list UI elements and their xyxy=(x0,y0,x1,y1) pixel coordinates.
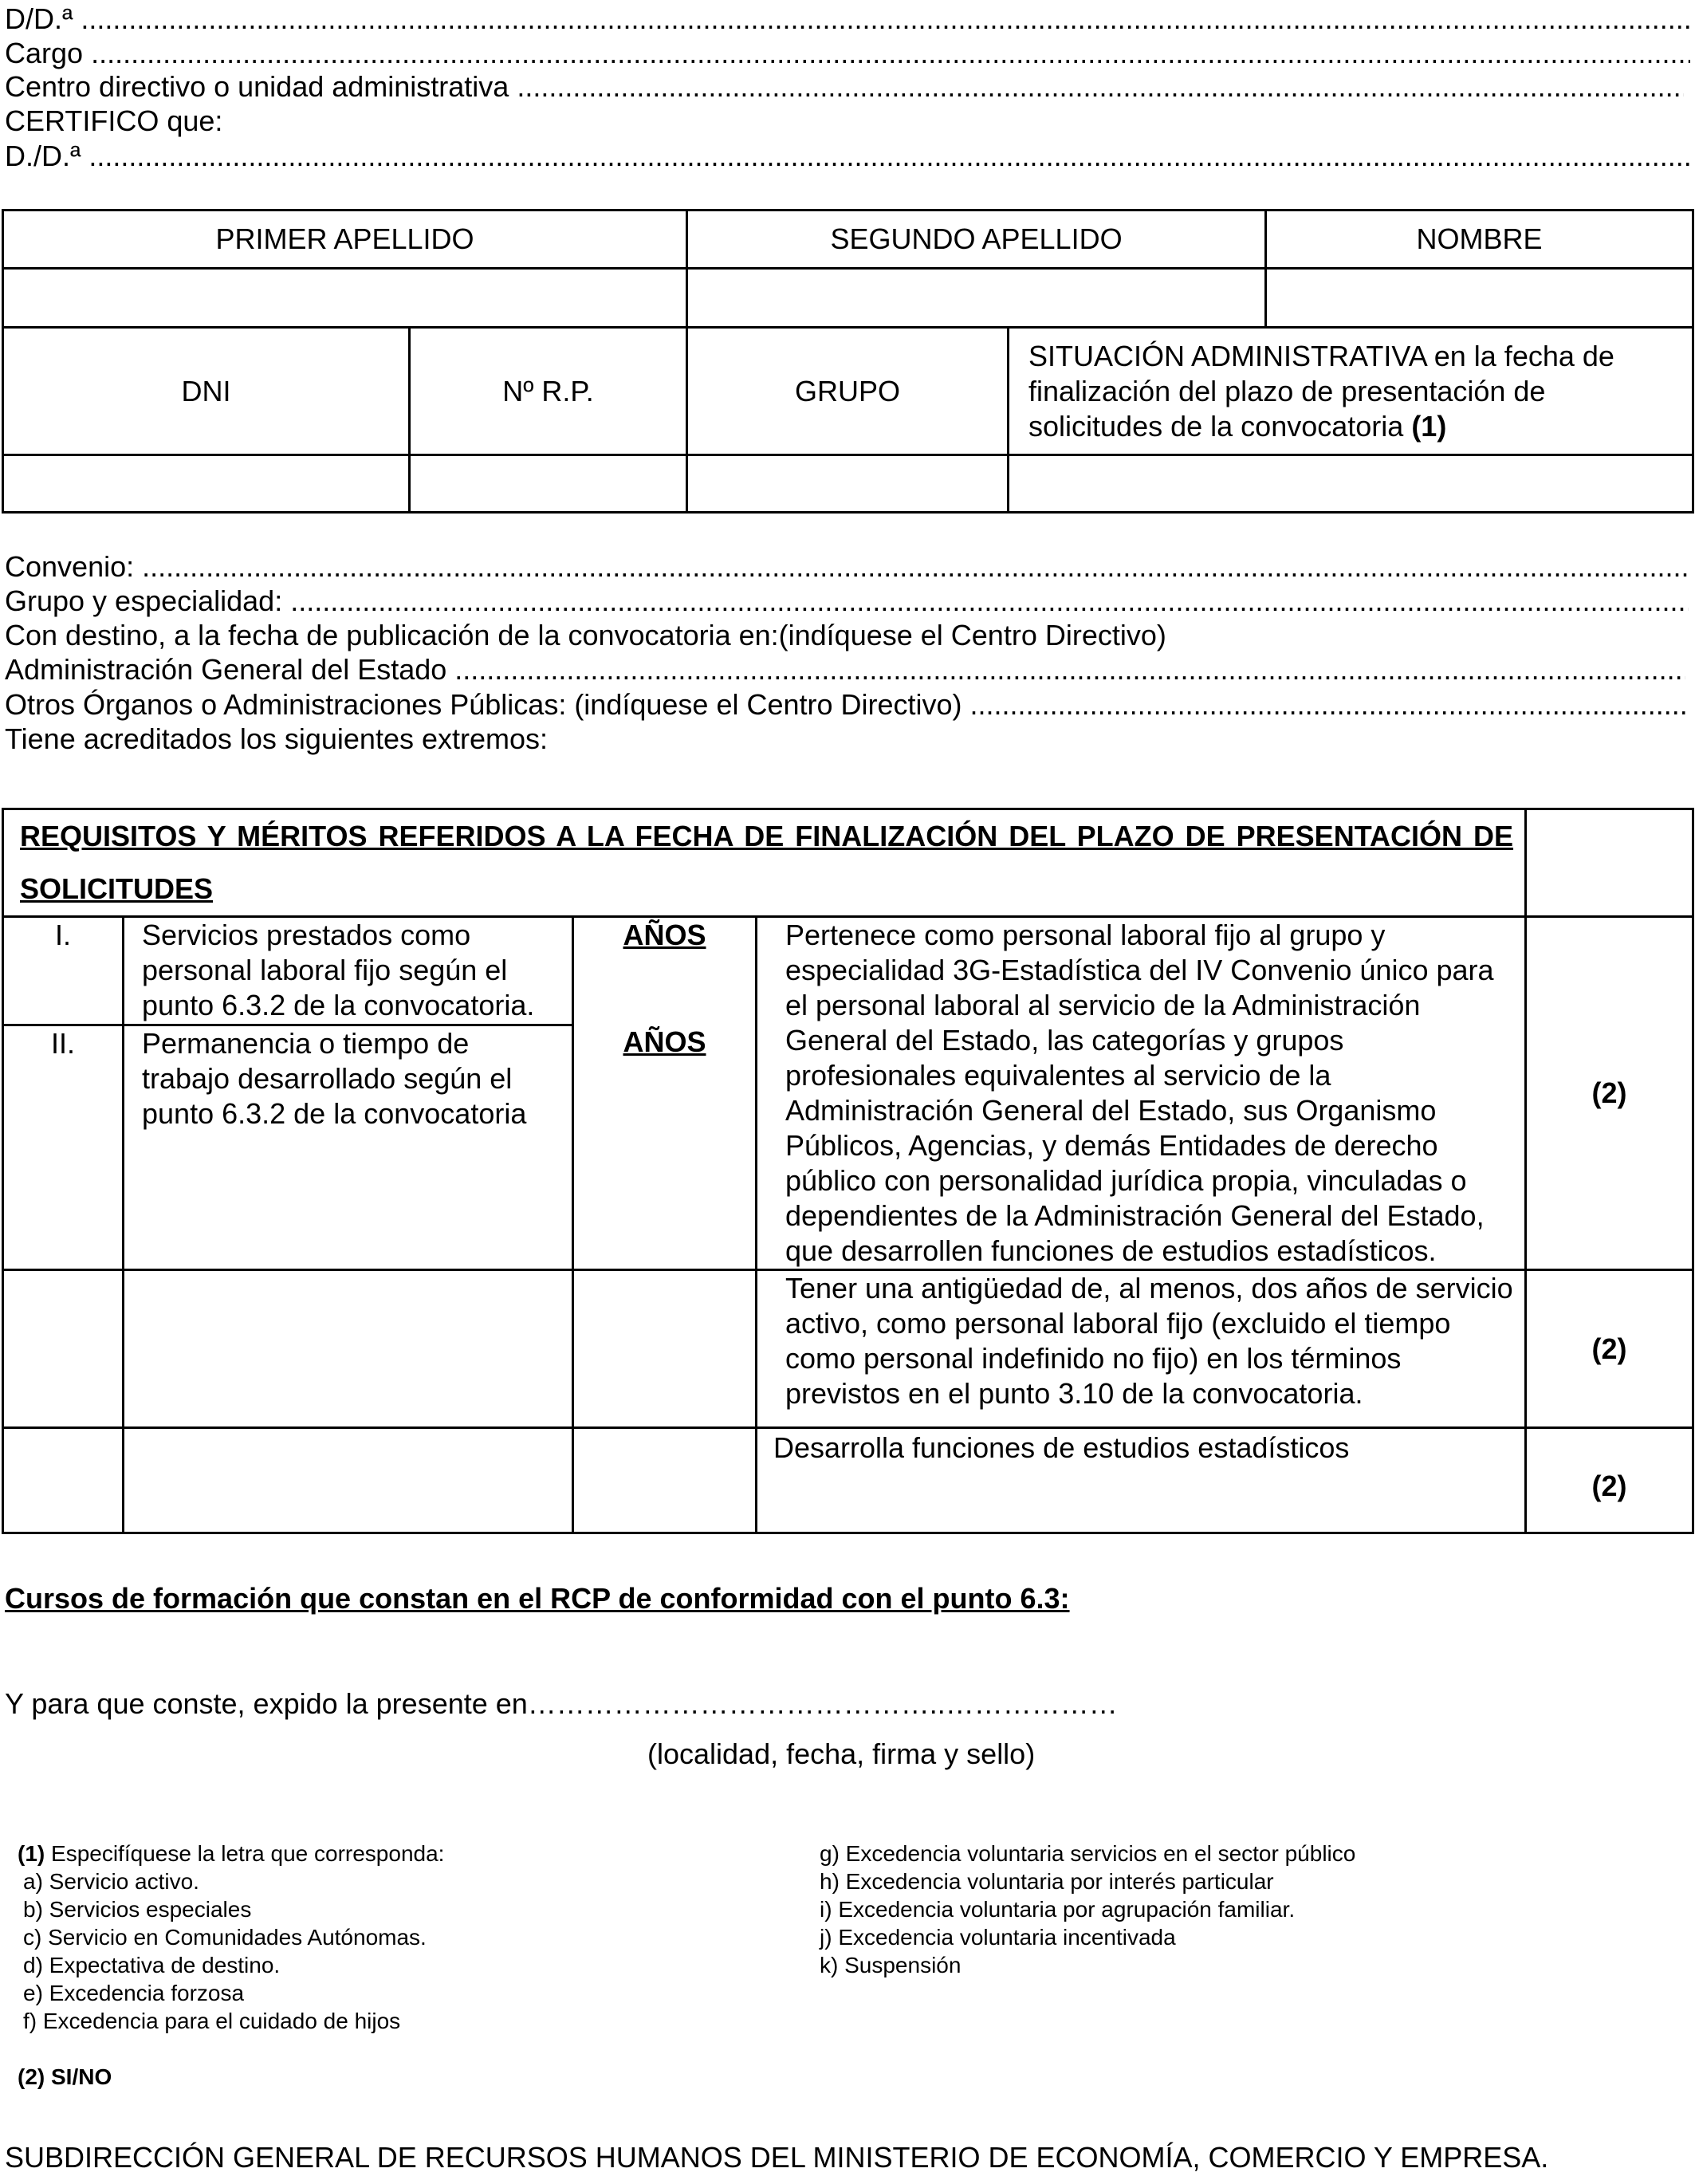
row-4-empty-1 xyxy=(3,1428,124,1533)
primer-apellido-header: PRIMER APELLIDO xyxy=(3,211,687,269)
age-line: Administración General del Estado ..... xyxy=(5,652,1685,687)
footnote-item: d) Expectativa de destino. xyxy=(23,1953,281,1977)
footer-organization: SUBDIRECCIÓN GENERAL DE RECURSOS HUMANOS DEL MINISTERIO DE ECONOMÍA, COMERCIO Y EMPRESA. xyxy=(5,2141,1549,2174)
footnote-item: k) Suspensión xyxy=(820,1953,962,1977)
footnote-item: b) Servicios especiales xyxy=(23,1897,252,1922)
cursos-heading: Cursos de formación que constan en el RCP de conformidad con el punto 6.3: xyxy=(5,1582,1070,1615)
footnote-item: f) Excedencia para el cuidado de hijos xyxy=(23,2009,401,2033)
nombre-header: NOMBRE xyxy=(1266,211,1693,269)
requisito-grupo: Pertenece como personal laboral fijo al grupo y especialidad 3G-Estadística del IV Convenio único para el personal laboral al servicio de la Administración General del Estado, las categorías y grupos profesionales equivalentes al servicio de la Administración General del Estado, sus Organismo Públicos, Agencias, y demás Entidades de derecho público con personalidad jurídica propia, vinculadas o dependientes de la Administración General del Estado, que desarrollen funciones de estudios estadísticos. xyxy=(757,917,1526,1270)
footnote-1-left-list xyxy=(23,1867,427,2035)
footnote-1-ref: (1) xyxy=(18,1841,45,1866)
certifico-label: CERTIFICO que: xyxy=(5,104,223,137)
nrp-field[interactable] xyxy=(410,455,687,513)
con-destino-label: Con destino, a la fecha de publicación de la convocatoria en:(indíquese el Centro Directivo) xyxy=(5,619,1166,651)
row-4-empty-2 xyxy=(124,1428,573,1533)
footnote-2: (2) SI/NO xyxy=(18,2064,112,2089)
row-2-unit: AÑOS xyxy=(573,1025,757,1269)
footnote-item: a) Servicio activo. xyxy=(23,1869,199,1894)
segundo-apellido-header: SEGUNDO APELLIDO xyxy=(687,211,1266,269)
row-1-description: Servicios prestados como personal laboral fijo según el punto 6.3.2 de la convocatoria. xyxy=(124,917,573,1025)
footnote-item: h) Excedencia voluntaria por interés particular xyxy=(820,1869,1274,1894)
row-1-number: I. xyxy=(3,917,124,1025)
header-mark-cell xyxy=(1526,809,1693,917)
situacion-header: SITUACIÓN ADMINISTRATIVA en la fecha de finalización del plazo de presentación de solicitudes de la convocatoria (1) xyxy=(1009,328,1693,455)
grupo-field[interactable] xyxy=(687,455,1009,513)
footnote-item: c) Servicio en Comunidades Autónomas. xyxy=(23,1925,427,1950)
footnote-1-right-list xyxy=(820,1840,1355,1979)
nombre-field[interactable] xyxy=(1266,269,1693,328)
row-2-description: Permanencia o tiempo de trabajo desarrollado según el punto 6.3.2 de la convocatoria xyxy=(124,1025,573,1269)
situacion-ref: (1) xyxy=(1411,409,1447,443)
dd-line-2: D./D.ª ..... xyxy=(5,139,1690,174)
requisito-funciones-mark: (2) xyxy=(1526,1428,1693,1533)
requisitos-header: REQUISITOS Y MÉRITOS REFERIDOS A LA FECHA DE FINALIZACIÓN DEL PLAZO DE PRESENTACIÓN DE SOLICITUDES xyxy=(3,809,1526,917)
centro-line: Centro directivo o unidad administrativa ..... xyxy=(5,69,1684,104)
row-3-empty-1 xyxy=(3,1270,124,1428)
footnote-item: g) Excedencia voluntaria servicios en el sector público xyxy=(820,1841,1356,1866)
segundo-apellido-field[interactable] xyxy=(687,269,1266,328)
convenio-line: Convenio: ..... xyxy=(5,549,1689,584)
footnote-item: e) Excedencia forzosa xyxy=(23,1981,245,2005)
footnote-1-heading: (1) Especifíquese la letra que corresponda: xyxy=(18,1841,445,1866)
row-3-empty-2 xyxy=(124,1270,573,1428)
otros-line: Otros Órganos o Administraciones Públicas: (indíquese el Centro Directivo) ..... xyxy=(5,687,1690,722)
row-1-unit: AÑOS xyxy=(573,917,757,1025)
situacion-field[interactable] xyxy=(1009,455,1693,513)
dd-line-1: D/D.ª ..... xyxy=(5,2,1690,37)
dni-field[interactable] xyxy=(3,455,410,513)
cargo-line: Cargo ..... xyxy=(5,36,1690,71)
tiene-label: Tiene acreditados los siguientes extremos: xyxy=(5,722,549,755)
requisito-funciones: Desarrolla funciones de estudios estadísticos xyxy=(757,1428,1526,1533)
grupo-header: GRUPO xyxy=(687,328,1009,455)
identity-table xyxy=(2,209,1694,514)
requisito-grupo-mark: (2) xyxy=(1526,917,1693,1270)
requisito-antiguedad-mark: (2) xyxy=(1526,1270,1693,1428)
footnote-item: i) Excedencia voluntaria por agrupación familiar. xyxy=(820,1897,1296,1922)
row-2-number: II. xyxy=(3,1025,124,1269)
requisito-antiguedad: Tener una antigüedad de, al menos, dos años de servicio activo, como personal laboral fijo (excluido el tiempo como personal indefinido no fijo) en los términos previstos en el punto 3.10 de la convocatoria. xyxy=(757,1270,1526,1428)
footnote-item: j) Excedencia voluntaria incentivada xyxy=(820,1925,1176,1950)
expido-line: Y para que conste, expido la presente en……………………………………..……………… xyxy=(5,1687,1118,1720)
requisitos-table xyxy=(2,808,1694,1534)
dni-header: DNI xyxy=(3,328,410,455)
primer-apellido-field[interactable] xyxy=(3,269,687,328)
nrp-header: Nº R.P. xyxy=(410,328,687,455)
grupo-especialidad-line: Grupo y especialidad: ..... xyxy=(5,584,1689,619)
row-4-empty-3 xyxy=(573,1428,757,1533)
row-3-empty-3 xyxy=(573,1270,757,1428)
localidad-label: (localidad, fecha, firma y sello) xyxy=(647,1737,1036,1770)
